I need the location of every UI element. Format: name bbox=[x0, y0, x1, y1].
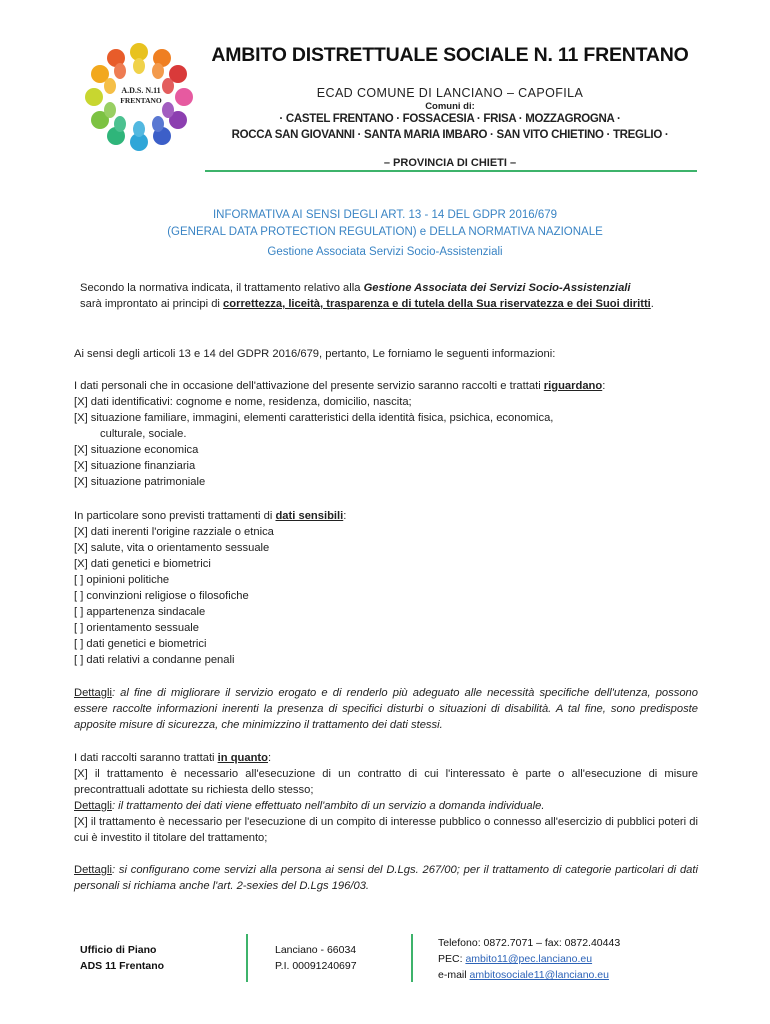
list-item: [ ] orientamento sessuale bbox=[74, 622, 199, 634]
list-item-continuation: culturale, sociale. bbox=[100, 428, 187, 440]
list-item: [ ] convinzioni religiose o filosofiche bbox=[74, 590, 249, 602]
towns-line-1: · CASTEL FRENTANO · FOSSACESIA · FRISA · MOZZAGROGNA · bbox=[279, 113, 621, 125]
towns-line-2: ROCCA SAN GIOVANNI · SANTA MARIA IMBARO · SAN VITO CHIETINO · TREGLIO · bbox=[231, 129, 669, 141]
personal-data-lead: I dati personali che in occasione dell'attivazione del presente servizio saranno raccolti e trattati bbox=[74, 380, 544, 392]
footer-contacts bbox=[438, 935, 620, 983]
sensitive-lead-end: : bbox=[343, 510, 347, 522]
footer-address-line-1: Lanciano - 66034 bbox=[275, 944, 357, 956]
intro-principles: correttezza, liceità, trasparenza e di tutela della Sua riservatezza e dei Suoi diritti bbox=[223, 298, 651, 310]
comuni-label: Comuni di: bbox=[425, 101, 475, 112]
intro-text-a: Secondo la normativa indicata, il trattamento relativo alla bbox=[80, 282, 364, 294]
list-item: [X] situazione familiare, immagini, elementi caratteristici della identità fisica, psichica, economica, bbox=[74, 412, 554, 424]
footer-office-line-2: ADS 11 Frentano bbox=[80, 960, 165, 972]
intro-text-c: sarà improntato ai principi di bbox=[80, 298, 224, 310]
list-item: [X] situazione economica bbox=[74, 444, 199, 456]
footer-phone: Telefono: 0872.7071 – fax: 0872.40443 bbox=[438, 937, 621, 949]
pec-email-link[interactable]: ambito11@pec.lanciano.eu bbox=[465, 953, 593, 965]
list-item: [X] situazione finanziaria bbox=[74, 460, 196, 472]
footer-address bbox=[275, 942, 357, 974]
footer-divider bbox=[246, 934, 248, 982]
logo-text-2: FRENTANO bbox=[120, 96, 162, 105]
processing-item-2: [X] il trattamento è necessario per l'esecuzione di un compito di interesse pubblico o connesso all'esercizio di pubblici poteri di cui è investito il titolare del trattamento; bbox=[74, 816, 698, 844]
ecad-line: ECAD COMUNE DI LANCIANO – CAPOFILA bbox=[316, 86, 584, 100]
personal-data-lead-underlined: riguardano bbox=[543, 380, 603, 392]
processing-lead: I dati raccolti saranno trattati bbox=[74, 752, 218, 764]
footer-pec-label: PEC: bbox=[438, 953, 466, 965]
intro-service-name: Gestione Associata dei Servizi Socio-Assistenziali bbox=[363, 282, 631, 294]
sensitive-lead: In particolare sono previsti trattamenti di bbox=[74, 510, 276, 522]
header-divider bbox=[205, 170, 697, 172]
notice-subtitle: Gestione Associata Servizi Socio-Assistenziali bbox=[267, 246, 503, 258]
notice-title-1: INFORMATIVA AI SENSI DEGLI ART. 13 - 14 DEL GDPR 2016/679 bbox=[212, 209, 558, 221]
articles-paragraph: Ai sensi degli articoli 13 e 14 del GDPR 2016/679, pertanto, Le forniamo le seguenti informazioni: bbox=[74, 348, 556, 360]
personal-data-lead-end: : bbox=[602, 380, 606, 392]
logo-text-1: A.D.S. N.11 bbox=[121, 86, 161, 95]
intro-text-e: . bbox=[650, 298, 654, 310]
processing-item-1: [X] il trattamento è necessario all'esecuzione di un contratto di cui l'interessato è parte o all'esecuzione di misure precontrattuali adottate su richiesta dello stesso; bbox=[74, 768, 698, 796]
processing-lead-end: : bbox=[267, 752, 272, 764]
details-label: Dettagli bbox=[74, 687, 112, 699]
details-paragraph-2 bbox=[74, 862, 698, 894]
list-item: [X] dati genetici e biometrici bbox=[74, 558, 211, 570]
list-item: [X] salute, vita o orientamento sessuale bbox=[74, 542, 270, 554]
list-item: [X] dati inerenti l'origine razziale o etnica bbox=[74, 526, 274, 538]
list-item: [ ] appartenenza sindacale bbox=[74, 606, 206, 618]
footer-email-label: e-mail bbox=[438, 969, 470, 981]
list-item: [X] dati identificativi: cognome e nome, residenza, domicilio, nascita; bbox=[74, 396, 412, 408]
sensitive-lead-underlined: dati sensibili bbox=[275, 510, 344, 522]
list-item: [ ] dati relativi a condanne penali bbox=[74, 654, 235, 666]
footer-office-line-1: Ufficio di Piano bbox=[80, 944, 157, 956]
processing-section bbox=[74, 750, 698, 846]
personal-data-section bbox=[74, 378, 698, 490]
sensitive-data-section bbox=[74, 508, 698, 668]
details-text: : al fine di migliorare il servizio erogato e di renderlo più adeguato alle necessità specifiche dell'utenza, possono essere raccolte informazioni inerenti la presenza di specifici disturbi o situazioni di disabilità. A tal fine, sono predisposte apposite misure di sicurezza, che minimizzino il trattamento dei dati stessi. bbox=[74, 687, 698, 731]
page-title: AMBITO DISTRETTUALE SOCIALE N. 11 FRENTANO bbox=[211, 44, 689, 66]
list-item: [ ] opinioni politiche bbox=[74, 574, 170, 586]
notice-title-2: (GENERAL DATA PROTECTION REGULATION) e DELLA NORMATIVA NAZIONALE bbox=[167, 226, 603, 238]
footer-address-line-2: P.I. 00091240697 bbox=[275, 960, 357, 972]
details-label: Dettagli bbox=[74, 800, 112, 812]
email-link[interactable]: ambitosociale11@lanciano.eu bbox=[469, 969, 609, 981]
intro-paragraph bbox=[80, 280, 698, 312]
details-text: : il trattamento dei dati viene effettuato nell'ambito di un servizio a domanda individuale. bbox=[111, 800, 545, 812]
processing-lead-underlined: in quanto bbox=[217, 752, 268, 764]
details-label: Dettagli bbox=[74, 864, 112, 876]
list-item: [ ] dati genetici e biometrici bbox=[74, 638, 207, 650]
details-text: : si configurano come servizi alla persona ai sensi del D.Lgs. 267/00; per il trattamento di categorie particolari di dati personali si richiama anche l'art. 2-sexies del D.Lgs 196/03. bbox=[74, 864, 698, 892]
province-line: – PROVINCIA DI CHIETI – bbox=[383, 157, 517, 169]
footer-divider bbox=[411, 934, 413, 982]
details-paragraph-1 bbox=[74, 685, 698, 733]
footer-office bbox=[80, 942, 164, 974]
list-item: [X] situazione patrimoniale bbox=[74, 476, 206, 488]
